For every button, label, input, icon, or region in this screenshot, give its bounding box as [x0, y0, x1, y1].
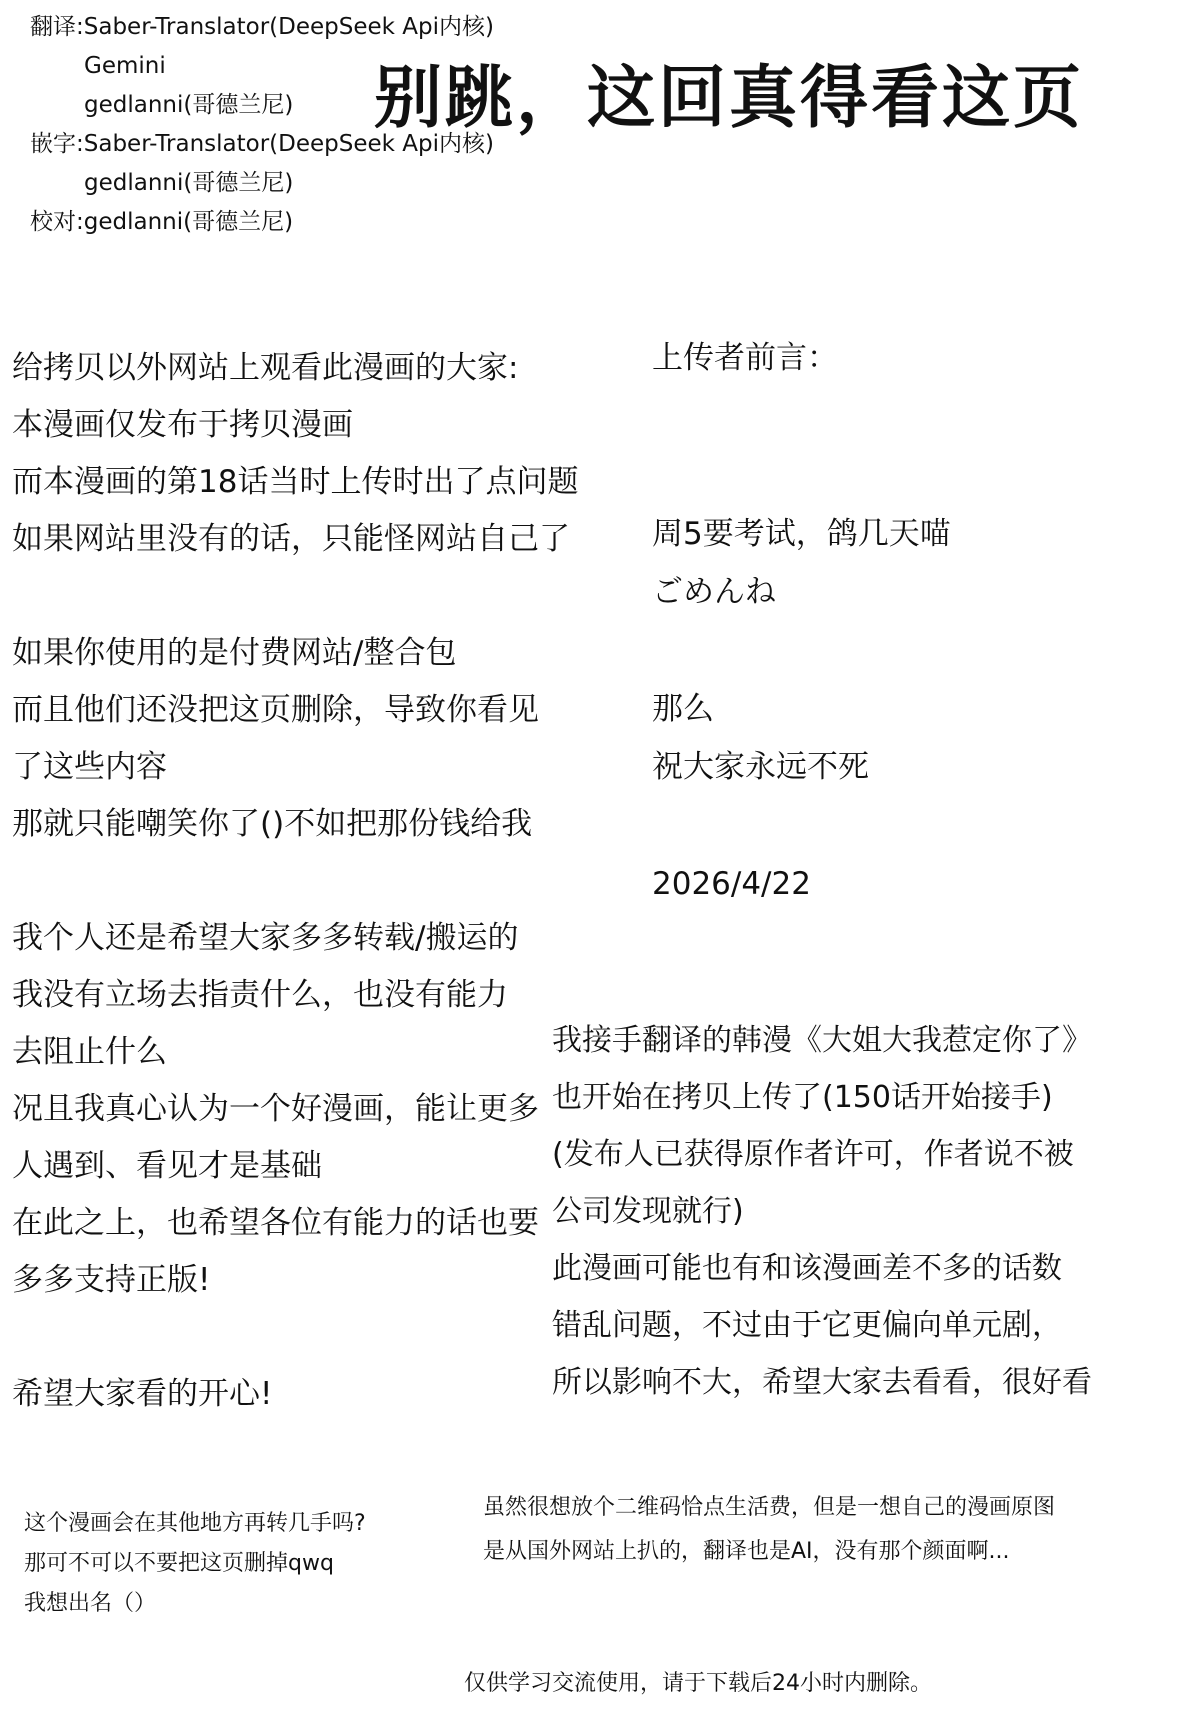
notice-line: 人遇到、看见才是基础 [12, 1148, 322, 1184]
question-line: 我想出名（） [24, 1591, 157, 1616]
recommendation-line: 我接手翻译的韩漫《大姐大我惹定你了》 [552, 1023, 1092, 1058]
left-notice [12, 340, 578, 853]
uploader-heading: 上传者前言： [652, 340, 838, 376]
notice-line: 多多支持正版! [12, 1262, 211, 1298]
credit-typesetting-2: gedlanni(哥德兰尼) [84, 170, 294, 196]
notice-line: 而且他们还没把这页删除，导致你看见 [12, 692, 539, 728]
notice-line: 那就只能嘲笑你了()不如把那份钱给我 [12, 806, 533, 842]
notice-line: 我没有立场去指责什么，也没有能力 [12, 977, 508, 1013]
notice-line: 本漫画仅发布于拷贝漫画 [12, 407, 353, 443]
credit-typesetting: 嵌字:Saber-Translator(DeepSeek Api内核) [30, 131, 494, 157]
question-line: 这个漫画会在其他地方再转几手吗? [24, 1511, 366, 1536]
recommendation-line: (发布人已获得原作者许可，作者说不被 [552, 1137, 1074, 1172]
uploader-line: 那么 [652, 691, 714, 727]
notice-line: 如果你使用的是付费网站/整合包 [12, 635, 457, 671]
recommendation-line: 公司发现就行) [552, 1194, 744, 1229]
donation-line: 是从国外网站上扒的，翻译也是AI，没有那个颜面啊... [483, 1539, 1010, 1564]
footer-disclaimer: 仅供学习交流使用，请于下载后24小时内删除。 [464, 1671, 932, 1696]
recommendation-line: 也开始在拷贝上传了(150话开始接手) [552, 1080, 1053, 1115]
recommendation-line: 错乱问题，不过由于它更偏向单元剧， [552, 1308, 1062, 1343]
credit-translation: 翻译:Saber-Translator(DeepSeek Api内核) [30, 14, 494, 40]
uploader-line: 周5要考试，鸽几天喵 [652, 516, 951, 552]
credit-translation-2: Gemini [84, 53, 166, 79]
uploader-farewell [652, 680, 869, 796]
spacer [12, 1309, 539, 1366]
uploader-date: 2026/4/22 [652, 866, 811, 902]
notice-closing: 希望大家看的开心! [12, 1376, 273, 1412]
uploader-line: 祝大家永远不死 [652, 749, 869, 785]
notice-line: 给拷贝以外网站上观看此漫画的大家: [12, 350, 519, 386]
recommendation-line: 所以影响不大，希望大家去看看，很好看 [552, 1365, 1092, 1400]
donation-note [483, 1486, 1055, 1574]
spacer [12, 568, 578, 625]
credit-translation-3: gedlanni(哥德兰尼) [84, 92, 294, 118]
notice-line: 况且我真心认为一个好漫画，能让更多 [12, 1091, 539, 1127]
uploader-message [652, 505, 951, 621]
notice-line: 如果网站里没有的话，只能怪网站自己了 [12, 521, 570, 557]
uploader-line: ごめんね [652, 574, 776, 610]
question-line: 那可不可以不要把这页删掉qwq [24, 1551, 334, 1576]
credit-proofreading: 校对:gedlanni(哥德兰尼) [30, 209, 294, 235]
notice-line: 我个人还是希望大家多多转载/搬运的 [12, 920, 519, 956]
notice-line: 去阻止什么 [12, 1034, 167, 1070]
recommendation-block [552, 1012, 1092, 1411]
notice-line: 而本漫画的第18话当时上传时出了点问题 [12, 464, 579, 500]
question-block [24, 1504, 366, 1624]
notice-line: 在此之上，也希望各位有能力的话也要 [12, 1205, 539, 1241]
notice-line: 了这些内容 [12, 749, 167, 785]
left-notice-personal [12, 910, 539, 1423]
recommendation-line: 此漫画可能也有和该漫画差不多的话数 [552, 1251, 1062, 1286]
page-title: 别跳，这回真得看这页 [374, 59, 1085, 138]
donation-line: 虽然很想放个二维码恰点生活费，但是一想自己的漫画原图 [483, 1495, 1056, 1520]
